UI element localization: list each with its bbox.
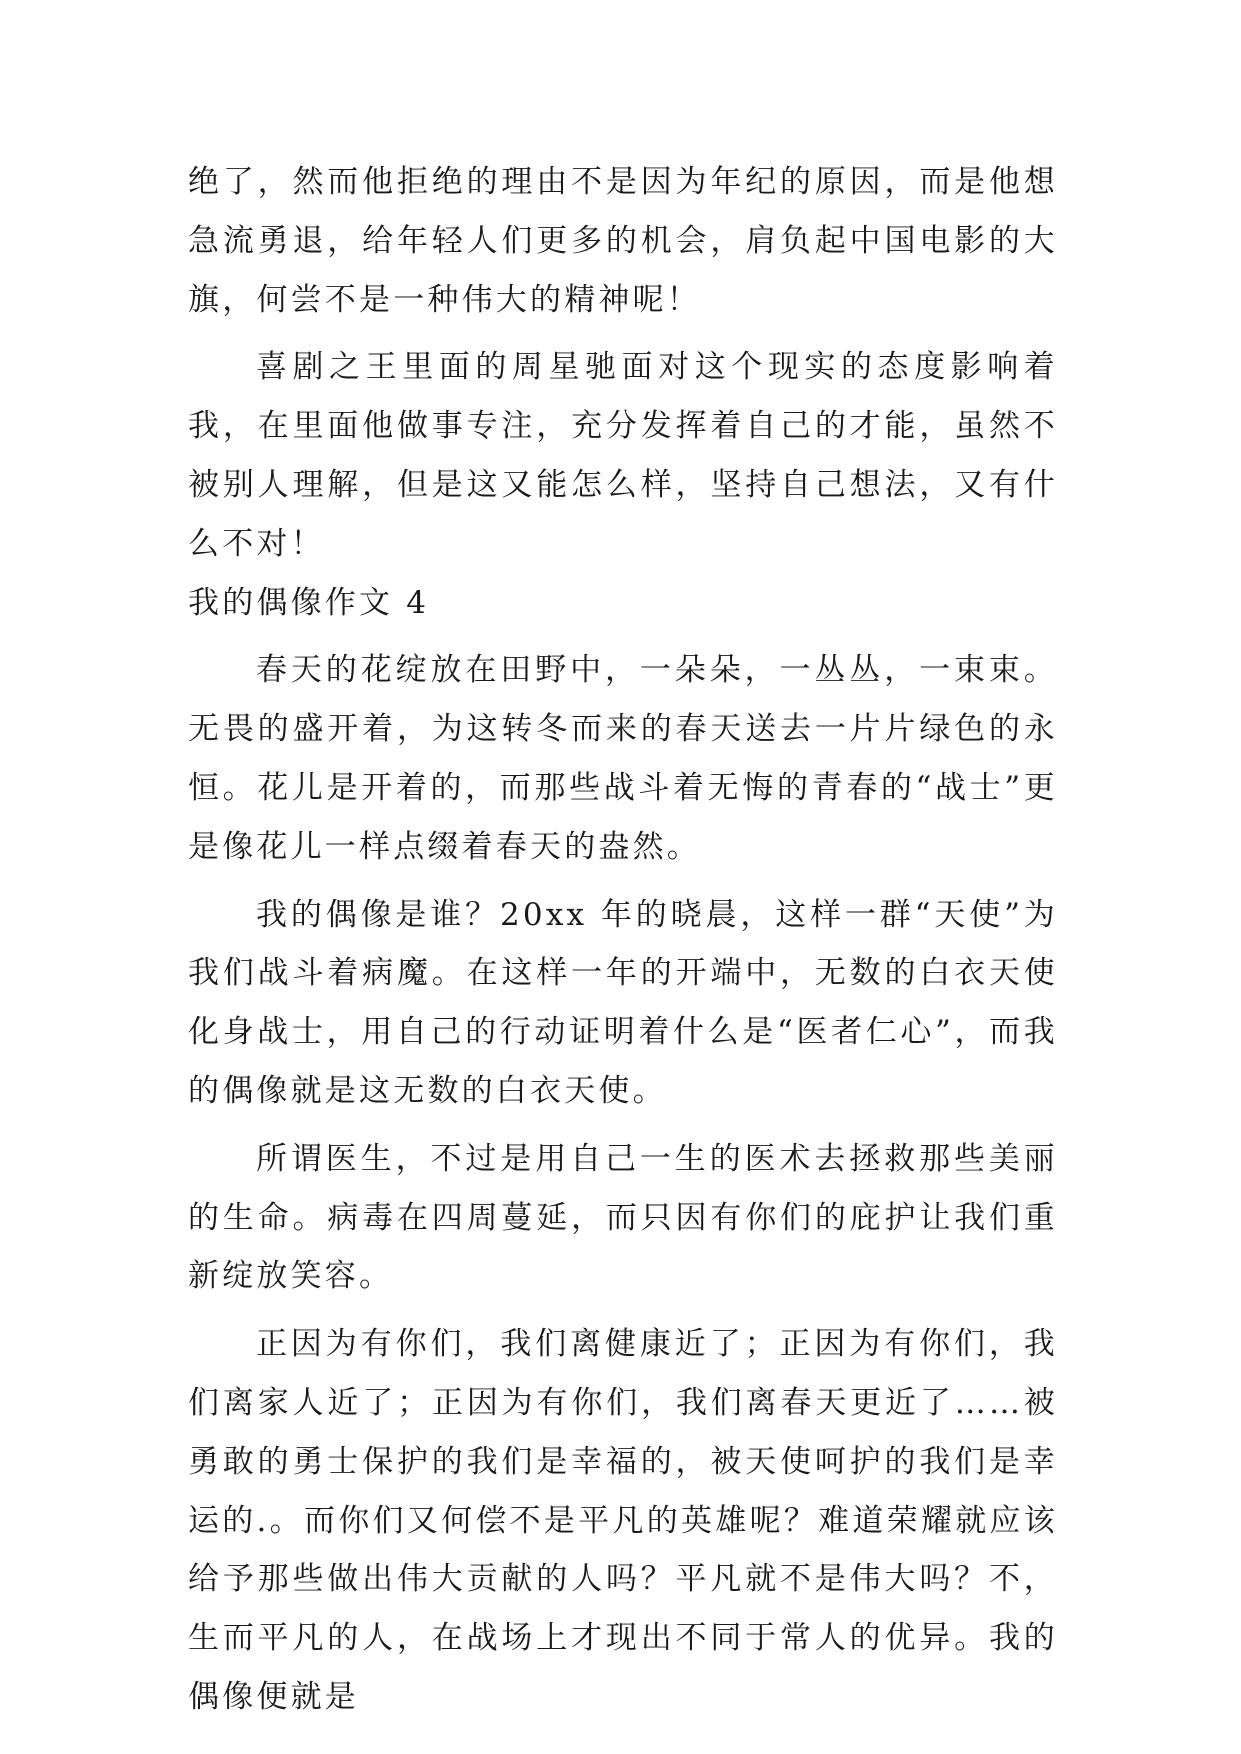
paragraph-continuation: 绝了，然而他拒绝的理由不是因为年纪的原因，而是他想急流勇退，给年轻人们更多的机会，肩负起中国电影的大旗，何尝不是一种伟大的精神呢！ [188, 164, 1058, 318]
document-body [188, 153, 1058, 1727]
paragraph-because-of-you: 正因为有你们，我们离健康近了；正因为有你们，我们离家人近了；正因为有你们，我们离春天更近了……被勇敢的勇士保护的我们是幸福的，被天使呵护的我们是幸运的.。而你们又何偿不是平凡的英雄呢？难道荣耀就应该给予那些做出伟大贡献的人吗？平凡就不是伟大吗？不，生而平凡的人，在战场上才现出不同于常人的优异。我的偶像便就是 [188, 1326, 1058, 1715]
paragraph-doctors: 所谓医生，不过是用自己一生的医术去拯救那些美丽的生命。病毒在四周蔓延，而只因有你们的庇护让我们重新绽放笑容。 [188, 1140, 1058, 1295]
essay-heading: 我的偶像作文 4 [188, 584, 430, 621]
paragraph-my-idol: 我的偶像是谁？20xx 年的晓晨，这样一群“天使”为我们战斗着病魔。在这样一年的开端中，无数的白衣天使化身战士，用自己的行动证明着什么是“医者仁心”，而我的偶像就是这无数的白衣天使。 [188, 896, 1058, 1109]
paragraph-zhou-xingchi: 喜剧之王里面的周星驰面对这个现实的态度影响着我，在里面他做事专注，充分发挥着自己的才能，虽然不被别人理解，但是这又能怎么样，坚持自己想法，又有什么不对！ [188, 349, 1058, 562]
paragraph-spring-flowers: 春天的花绽放在田野中，一朵朵，一丛丛，一束束。无畏的盛开着，为这转冬而来的春天送去一片片绿色的永恒。花儿是开着的，而那些战斗着无悔的青春的“战士”更是像花儿一样点缀着春天的盎然。 [188, 652, 1058, 865]
